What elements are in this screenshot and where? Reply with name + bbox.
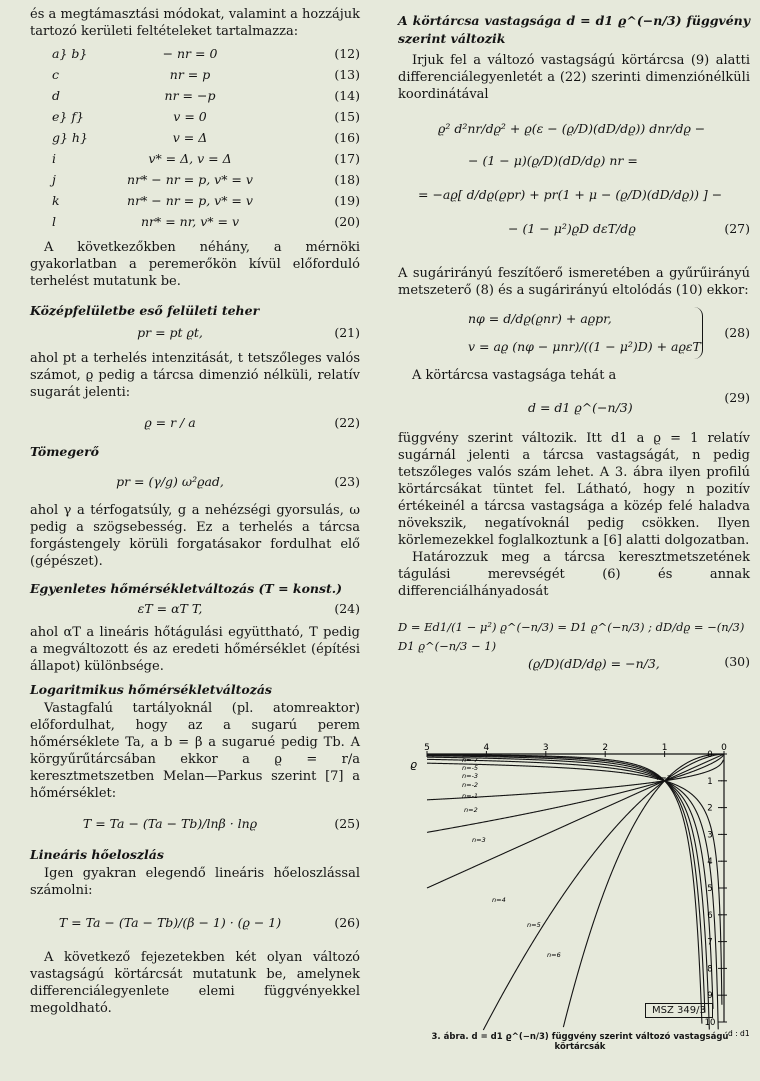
condition-row: i v* = Δ, v = Δ (17) <box>52 151 360 166</box>
equation-22: ϱ = r / a (22) <box>144 415 360 430</box>
equation-24: εT = αT T, (24) <box>137 601 360 616</box>
top-tick-label: 0 <box>721 743 727 753</box>
right-tick-label: 9 <box>707 991 713 1002</box>
right-tick-label: 2 <box>707 803 713 814</box>
axis-unit-label: d : d1 <box>728 1029 750 1038</box>
figure-3-disk-profiles <box>402 742 752 1042</box>
curve-label: n=6 <box>547 951 561 959</box>
right-tick-label: 10 <box>704 1018 716 1028</box>
equation-26: T = Ta − (Ta − Tb)/(β − 1) · (ϱ − 1) (26) <box>58 915 360 930</box>
top-tick-label: 3 <box>542 743 549 753</box>
paragraph-next-chapters: A következő fejezetekben két olyan változó vastagságú körtárcsát mutatunk be, amelynek differenciálegyenlete elemi függvényekkel megoldható. <box>30 950 360 1016</box>
curve-label: n=5 <box>527 921 541 929</box>
figure-caption: 3. ábra. d = d1 ϱ^(−n/3) függvény szerint változó vastagságú körtárcsák <box>431 1032 729 1052</box>
heading-log-temperature: Logaritmikus hőmérsékletváltozás <box>30 682 272 697</box>
intro-paragraph: és a megtámasztási módokat, valamint a hozzájuk tartozó kerületi feltételeket tartalmazza: <box>30 7 360 39</box>
equation-27: ϱ² d²nr/dϱ² + ϱ(ε − (ϱ/D)(dD/dϱ)) dnr/dϱ − − (1 − μ)(ϱ/D)(dD/dϱ) nr = = −aϱ[ d/dϱ(ϱpr) + pr(1 + μ − (ϱ/D)(dD/dϱ)) ] − − (1 − μ²)ϱD dεT/dϱ (27) <box>418 121 750 236</box>
curve-label: n=7 <box>657 774 671 782</box>
paragraph-log-temperature: Vastagfalú tartályoknál (pl. atomreaktor) előfordulhat, hogy az a sugarú perem hőmérséklete Ta, a b = β a sugarué pedig Tb. A körgyűrűtárcsában ekkor a ϱ = r/a keresztmetszetben Melan—Parkus szerint [7] a hőmérséklet: <box>30 701 360 801</box>
top-tick-label: 2 <box>602 743 609 753</box>
equation-28: nφ = d/dϱ(ϱnr) + aϱpr, v = aϱ (nφ − μnr)/((1 − μ²)D) + aϱεT (28) <box>398 305 750 361</box>
condition-row: d nr = −p (14) <box>52 88 360 103</box>
heading-linear-heat: Lineáris hőeloszlás <box>30 847 164 862</box>
curve-label: n=4 <box>492 896 506 904</box>
figure-labels <box>410 743 750 1038</box>
condition-row: c nr = p (13) <box>52 67 360 82</box>
top-tick-label: 4 <box>483 743 490 753</box>
rho-label: ϱ <box>410 758 417 771</box>
condition-row: g} h} v = Δ (16) <box>52 130 360 145</box>
profile-curve <box>483 754 723 1030</box>
condition-row: e} f} v = 0 (15) <box>52 109 360 124</box>
paragraph-linear-heat: Igen gyakran elegendő lineáris hőeloszlással számolni: <box>30 866 360 898</box>
paragraph-differential-equation: Irjuk fel a változó vastagságú körtárcsa (9) alatti differenciálegyenletét a (22) szerinti dimenziónélküli koordinátával <box>398 53 750 102</box>
right-column <box>398 0 750 688</box>
curve-label: n=-1 <box>462 792 479 800</box>
curve-label: n=-7 <box>462 756 479 764</box>
curve-label: n=3 <box>472 836 486 844</box>
standard-stamp: MSZ 349/3 <box>645 1003 713 1018</box>
right-tick-label: 5 <box>707 884 713 894</box>
right-tick-label: 6 <box>707 910 713 921</box>
right-tick-label: 8 <box>707 964 713 975</box>
heading-body-force: Tömegerő <box>30 444 100 459</box>
condition-row: k nr* − nr = p, v* = v (19) <box>52 193 360 208</box>
top-tick-label: 5 <box>424 743 430 753</box>
curve-label: n=-2 <box>462 781 479 789</box>
equation-21: pr = pt ϱt, (21) <box>137 325 360 340</box>
right-tick-label: 1 <box>707 776 713 787</box>
top-tick-label: 1 <box>661 743 668 753</box>
heading-uniform-temperature: Egyenletes hőmérsékletváltozás (T = konst.) <box>30 581 343 596</box>
left-column <box>30 0 360 1017</box>
equation-30: D = Ed1/(1 − μ²) ϱ^(−n/3) = D1 ϱ^(−n/3) ; dD/dϱ = −(n/3) D1 ϱ^(−n/3 − 1) (ϱ/D)(dD/dϱ) = −n/3, (30) <box>398 620 750 671</box>
right-tick-label: 4 <box>707 857 713 868</box>
paragraph-uniform-temperature: ahol αT a lineáris hőtágulási együttható, T pedig a megváltozott és az eredeti hőmérséklet (építési állapot) különbsége. <box>30 625 360 674</box>
condition-row: j nr* − nr = p, v* = v (18) <box>52 172 360 187</box>
curve-label: n=2 <box>464 806 478 814</box>
heading-thickness-function: A körtárcsa vastagsága d = d1 ϱ^(−n/3) függvény szerint változik <box>398 13 750 46</box>
paragraph-hoop-force: A sugárirányú feszítőerő ismeretében a gyűrűirányú metszeterő (8) és a sugárirányú eltolódás (10) ekkor: <box>398 266 750 298</box>
equation-25: T = Ta − (Ta − Tb)/lnβ · lnϱ (25) <box>82 816 360 831</box>
condition-row: l nr* = nr, v* = v (20) <box>52 214 360 229</box>
equation-23: pr = (γ/g) ω²ϱad, (23) <box>116 474 360 489</box>
brace <box>694 307 703 359</box>
paragraph-body-force: ahol γ a térfogatsúly, g a nehézségi gyorsulás, ω pedig a szögsebesség. Ez a terhelés a tárcsa forgástengely körüli forgatásakor fordulhat elő (gépészet). <box>30 503 360 569</box>
heading-surface-load: Középfelületbe eső felületi teher <box>30 303 260 318</box>
right-tick-label: 7 <box>707 937 713 948</box>
curve-label: n=-5 <box>462 764 479 772</box>
paragraph-surface-load: ahol pt a terhelés intenzitását, t tetszőleges valós számot, ϱ pedig a tárcsa dimenzió nélküli, relatív sugarát jelenti: <box>30 351 360 400</box>
support-conditions-list <box>30 46 360 235</box>
condition-row: a} b} − nr = 0 (12) <box>52 46 360 61</box>
right-tick-label: 3 <box>707 830 713 841</box>
paragraph-thickness-is: A körtárcsa vastagsága tehát a <box>412 368 617 383</box>
right-tick-label: 0 <box>707 750 713 760</box>
loads-intro: A következőkben néhány, a mérnöki gyakorlatban a peremerőkön kívül előforduló terhelést mutatunk be. <box>30 240 360 289</box>
paragraph-stiffness: Határozzuk meg a tárcsa keresztmetszetének tágulási merevségét (6) és annak differenciálhányadosát <box>398 550 750 599</box>
equation-29: d = d1 ϱ^(−n/3) (29) <box>528 390 750 415</box>
paragraph-thickness-explained: függvény szerint változik. Itt d1 a ϱ = 1 relatív sugárnál jelenti a tárcsa vastagságát, n pedig tetszőleges valós szám lehet. A 3. ábra ilyen profilú körtárcsákat tüntet fel. Látható, hogy n pozitív értékeinél a tárcsa vastagsága a közép felé haladva növekszik, negatívoknál pedig csökken. Ilyen körlemezekkel foglalkoztunk a [6] alatti dolgozatban. <box>398 431 750 548</box>
curve-label: n=-3 <box>462 772 479 780</box>
profile-curve <box>563 754 723 1027</box>
